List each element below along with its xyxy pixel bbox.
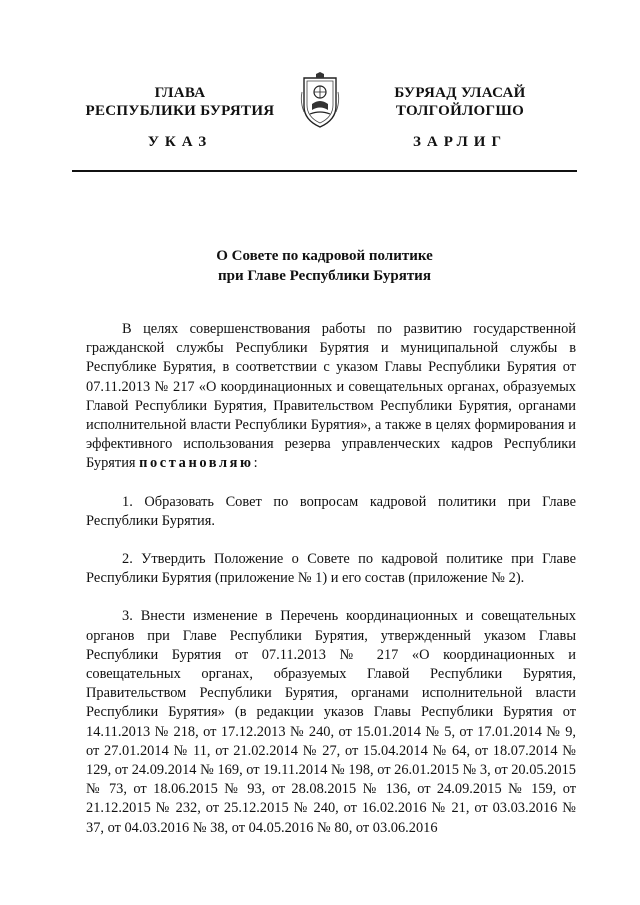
- header-right: [340, 84, 580, 120]
- decree-word: постановляю: [139, 455, 254, 472]
- header-right-line2: ТОЛГОЙЛОГШО: [395, 103, 525, 119]
- title-line1: О Совете по кадровой политике: [216, 248, 433, 264]
- header-left: [60, 84, 300, 120]
- decree-label-right: ЗАРЛИГ: [412, 134, 508, 150]
- header-left-line2: РЕСПУБЛИКИ БУРЯТИЯ: [85, 103, 275, 119]
- title-line2: при Главе Республики Бурятия: [218, 268, 431, 284]
- document-title: [72, 246, 577, 286]
- preamble-end: :: [253, 455, 258, 472]
- decree-label-left: УКАЗ: [147, 134, 213, 150]
- preamble-text: В целях совершенствования работы по развитию государственной гражданской службы Республики Бурятия и муниципальной службы в Республике Бурятия, в соответствии с указом Главы Республики Бурятия от 07.11.2013 № 217 «О координационных и совещательных органах, образуемых Главой Республики Бурятия, Правительством Республики Бурятия, органами исполнительной власти Республики Бурятия», а также в целях формирования и эффективного использования резерва управленческих кадров Республики Бурятия: [86, 321, 576, 472]
- header-left-line1: ГЛАВА: [154, 85, 206, 101]
- item-3-paragraph: 3. Внести изменение в Перечень координационных и совещательных органов при Главе Республики Бурятия, утвержденный указом Главы Республики Бурятия от 07.11.2013 № 217 «О координационных и совещательных органах, образуемых Главой Республики Бурятия, Правительством Республики Бурятия, органами исполнительной власти Республики Бурятия» (в редакции указов Главы Республики Бурятия от 14.11.2013 № 218, от 17.12.2013 № 240, от 15.01.2014 № 5, от 17.01.2014 № 9, от 27.01.2014 № 11, от 21.02.2014 № 27, от 15.04.2014 № 64, от 18.07.2014 № 129, от 24.09.2014 № 169, от 19.11.2014 № 198, от 26.01.2015 № 3, от 20.05.2015 № 73, от 18.06.2015 № 93, от 28.08.2015 № 136, от 24.09.2015 № 159, от 21.12.2015 № 232, от 25.12.2015 № 240, от 16.02.2016 № 21, от 03.03.2016 № 37, от 04.03.2016 № 38, от 04.05.2016 № 80, от 03.06.2016: [86, 608, 576, 836]
- header-right-line1: БУРЯАД УЛАСАЙ: [394, 85, 526, 101]
- coat-of-arms-icon: [300, 72, 340, 130]
- preamble-paragraph: [86, 320, 576, 474]
- item-1-paragraph: 1. Образовать Совет по вопросам кадровой политики при Главе Республики Бурятия.: [86, 493, 576, 529]
- document-body: [86, 320, 576, 838]
- header-divider: [72, 170, 577, 172]
- item-2-paragraph: 2. Утвердить Положение о Совете по кадровой политике при Главе Республики Бурятия (приложение № 1) и его состав (приложение № 2).: [86, 551, 576, 587]
